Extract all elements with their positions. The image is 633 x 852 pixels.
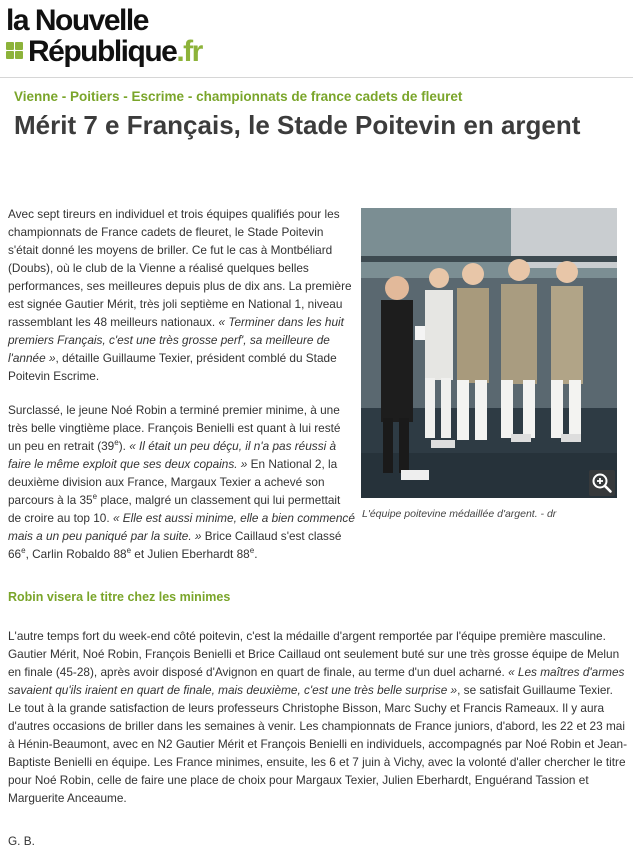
p2-text-b: ).: [118, 439, 130, 453]
logo-line1: la Nouvelle: [6, 4, 148, 37]
article-paragraph-2: [8, 401, 356, 563]
p2-sup-2: e: [92, 492, 98, 502]
photo-zoom-button[interactable]: [589, 470, 615, 496]
site-header: [0, 0, 633, 78]
p2-text-h: .: [254, 547, 258, 561]
p2-quote-2: « Elle est aussi minime, elle a bien commencé mais a un peu paniqué par la suite. »: [8, 511, 355, 543]
p2-text-f: , Carlin Robaldo 88: [25, 547, 127, 561]
article-photo[interactable]: [361, 208, 617, 498]
p1-text-a: Avec sept tireurs en individuel et trois équipes qualifiés pour les championnats de France cadets de fleuret, le Stade Poitevin s'était donné les moyens de briller. Ce fut le cas à Montbéliard (Doubs), où le club de la Vienne a réalisé quelques belles performances, ses meilleures depuis plus de dix ans. La première est signée Gautier Mérit, très joli septième en National 1, niveau rassemblant les 48 meilleurs nationaux.: [8, 207, 352, 329]
p1-text-b: , détaille Guillaume Texier, président comblé du Stade Poitevin Escrime.: [8, 351, 337, 383]
p2-text-c: En National 2, la deuxième division aux France, Margaux Texier a achevé son parcours à la 35: [8, 457, 338, 507]
p2-sup-5: e: [249, 546, 255, 556]
p2-quote-1: « Il était un peu déçu, il n'a pas réussi à faire le même exploit que ses deux copains. »: [8, 439, 337, 471]
logo-suffix: .fr: [176, 35, 202, 68]
article-subheading: Robin visera le titre chez les minimes: [8, 590, 231, 604]
zoom-in-icon: [589, 470, 615, 496]
site-logo[interactable]: [6, 6, 246, 70]
p2-sup-3: e: [21, 546, 26, 556]
p2-text-d: place, malgré un classement qui lui permettait de croire au top 10.: [8, 493, 341, 525]
logo-mark-icon: [6, 40, 26, 64]
p3-text-a: L'autre temps fort du week-end côté poitevin, c'est la médaille d'argent remportée par l'équipe première masculine. Gautier Mérit, Noé Robin, François Benielli et Brice Caillaud ont seulement buté sur une très grosse équipe de Melun en finale (45-28), après avoir disposé d'Avignon en quart de finale, au terme d'un duel acharné.: [8, 629, 620, 679]
p2-text-a: Surclassé, le jeune Noé Robin a terminé premier minime, à une très belle vingtième place. François Benielli est quant à lui resté un peu en retrait (39: [8, 403, 341, 453]
p3-text-b: , se satisfait Guillaume Texier.: [457, 683, 613, 697]
fencers-photo-illustration: [361, 208, 617, 498]
p2-sup-1: e: [114, 438, 119, 448]
p3-quote: « Les maîtres d'armes savaient qu'ils iraient en quart de finale, mais deuxième, c'est une très belle surprise »: [8, 665, 625, 697]
photo-caption: L'équipe poitevine médaillée d'argent. - dr: [362, 508, 557, 520]
logo-line2-wrap: [6, 36, 202, 68]
p1-quote: « Terminer dans les huit premiers Français, c'est une très grosse perf', sa meilleure de l'année »: [8, 315, 344, 365]
p2-text-g: et Julien Eberhardt 88: [131, 547, 250, 561]
p4-text: Le tout à la grande satisfaction de leurs professeurs Christophe Bisson, Marc Suchy et Francis Rameaux. Il y aura d'autres occasions de briller dans les semaines à venir. Les championnats de France juniors, d'abord, les 22 et 23 mai à Hénin-Beaumont, avec en N2 Gautier Mérit et François Benielli en individuels, accompagnés par Noé Robin et Jean-Baptiste Benielli en équipe. Les France minimes, ensuite, les 6 et 7 juin à Vichy, avec la volonté d'aller chercher le titre pour Noé Robin, celle de faire une place de choix pour Margaux Texier, Julien Eberhardt, Enguérand Tassion et Marguerite Anceaume.: [8, 701, 628, 805]
article-kicker: Vienne - Poitiers - Escrime - championnats de france cadets de fleuret: [14, 89, 463, 104]
logo-line2: République: [28, 35, 177, 68]
article-title: Mérit 7 e Français, le Stade Poitevin en argent: [14, 110, 581, 140]
article-paragraph-3: [8, 627, 628, 807]
article-paragraph-1: [8, 205, 356, 385]
p2-text-e: Brice Caillaud s'est classé 66: [8, 529, 342, 561]
p2-sup-4: e: [126, 546, 132, 556]
article-signature: G. B.: [8, 834, 35, 848]
